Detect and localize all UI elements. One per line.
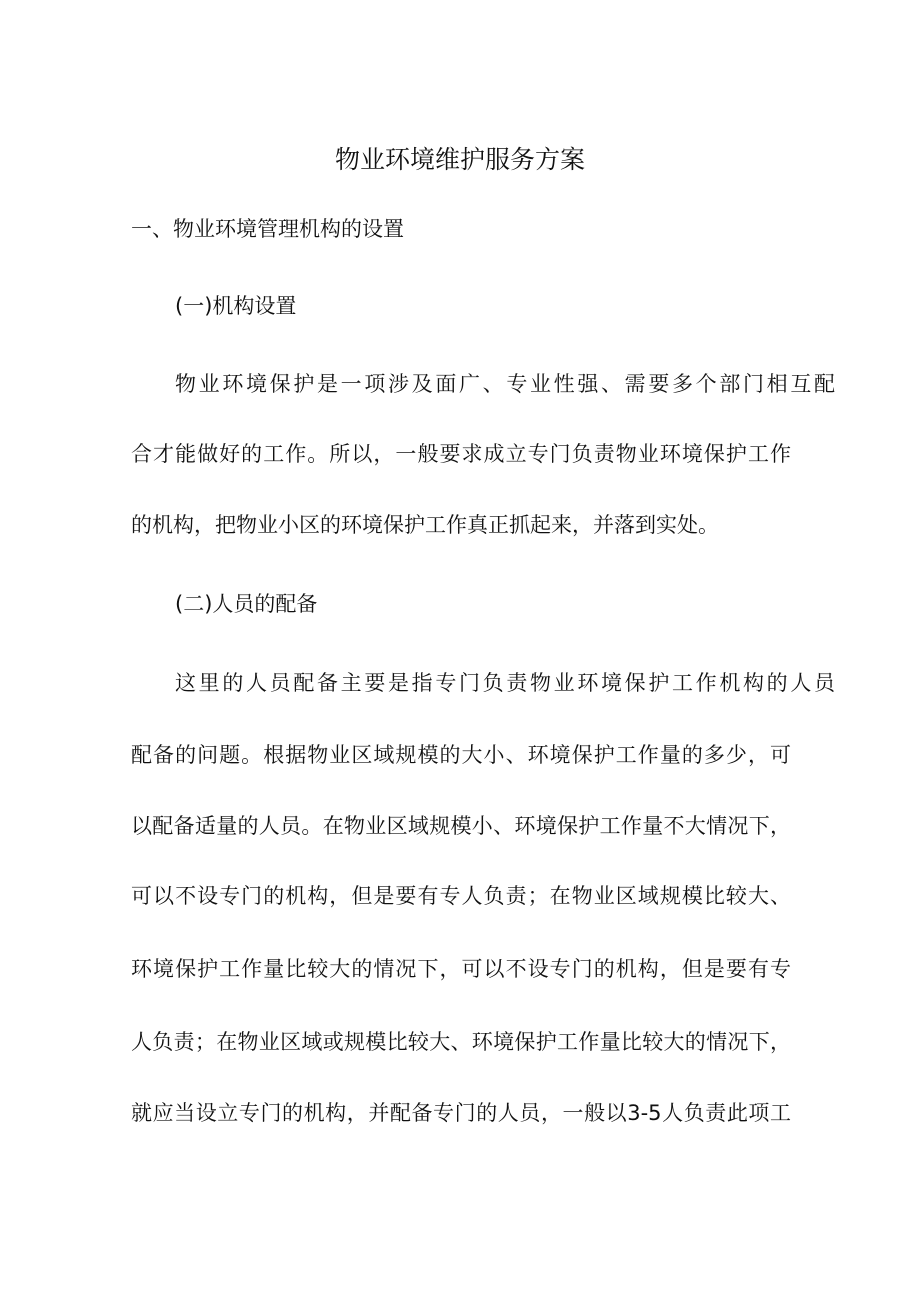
paragraph-line: 的机构，把物业小区的环境保护工作真正抓起来，并落到实处。	[131, 513, 719, 537]
paragraph-line: 可以不设专门的机构，但是要有专人负责；在物业区域规模比较大、	[131, 884, 791, 908]
subsection-heading: (一)机构设置	[175, 294, 297, 318]
paragraph-line: 就应当设立专门的机构，并配备专门的人员，一般以3-5人负责此项工	[131, 1101, 791, 1125]
paragraph-line: 以配备适量的人员。在物业区域规模小、环境保护工作量不大情况下，	[131, 814, 791, 838]
document-title: 物业环境维护服务方案	[334, 145, 585, 174]
paragraph-line: 人负责；在物业区域或规模比较大、环境保护工作量比较大的情况下，	[131, 1030, 791, 1054]
subsection-heading: (二)人员的配备	[175, 592, 318, 616]
paragraph-line: 这里的人员配备主要是指专门负责物业环境保护工作机构的人员	[175, 671, 835, 695]
section-heading: 一、物业环境管理机构的设置	[131, 217, 404, 241]
paragraph-line: 配备的问题。根据物业区域规模的大小、环境保护工作量的多少，可	[131, 743, 791, 767]
paragraph-line: 环境保护工作量比较大的情况下，可以不设专门的机构，但是要有专	[131, 957, 791, 981]
paragraph-line: 物业环境保护是一项涉及面广、专业性强、需要多个部门相互配	[175, 372, 835, 396]
paragraph-line: 合才能做好的工作。所以，一般要求成立专门负责物业环境保护工作	[131, 442, 791, 466]
